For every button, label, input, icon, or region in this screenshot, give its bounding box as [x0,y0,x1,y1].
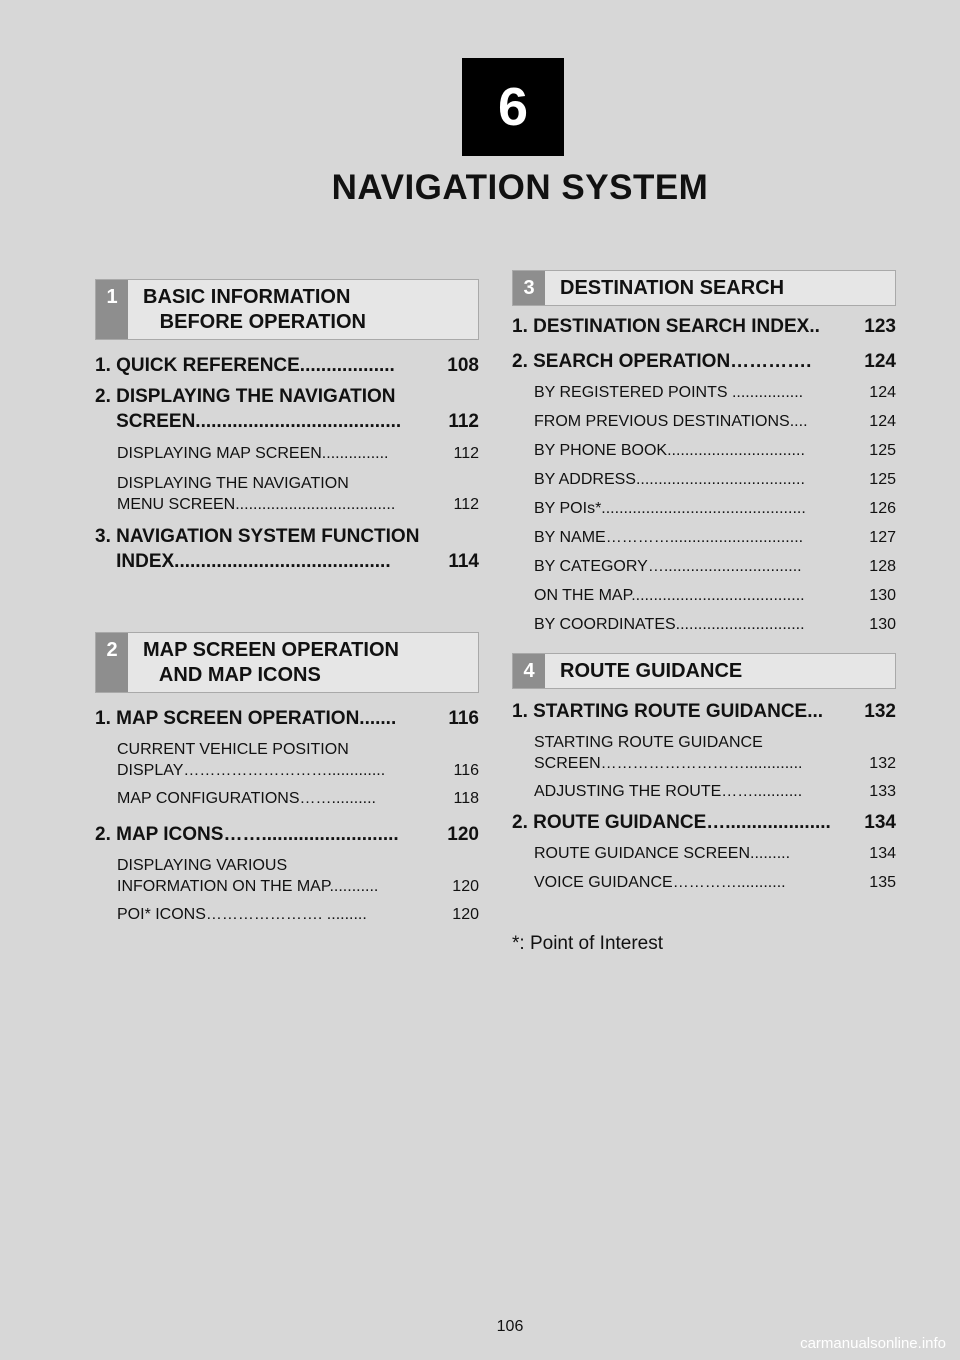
toc-entry-page: 114 [448,551,479,572]
toc-entry-label: ROUTE GUIDANCE SCREEN......... [534,845,791,862]
chapter-number-box [462,58,564,156]
toc-entry-page: 133 [869,783,896,800]
toc-entry-page: 108 [447,355,479,376]
toc-entry-page: 130 [869,587,896,604]
watermark: carmanualsonline.info [800,1335,946,1352]
page-number: 106 [496,1318,524,1335]
toc-entry-label: 2. DISPLAYING THE NAVIGATION SCREEN....................................... [95,386,402,432]
toc-section-basic-information [95,279,479,574]
toc-entry-page: 125 [869,442,896,459]
toc-entry-page: 120 [452,878,479,895]
toc-entry-page: 132 [869,755,896,772]
toc-entry-label: VOICE GUIDANCE…………........... [534,874,786,891]
toc-entry-page: 116 [448,708,479,729]
toc-entry-label: BY POIs*.............................................. [534,500,806,517]
toc-entry-page: 124 [864,351,896,372]
toc-entry-page: 134 [869,845,896,862]
toc-entry-page: 112 [448,411,479,432]
toc-entry-label: 2. ROUTE GUIDANCE….................... [512,812,831,833]
toc-left-column [95,279,479,925]
toc-entry-label: BY PHONE BOOK............................... [534,442,805,459]
toc-subentry[interactable] [512,498,896,519]
toc-subentry[interactable] [95,904,479,925]
toc-subentry[interactable] [512,382,896,403]
section-number: 1 [96,280,128,339]
toc-entry[interactable] [95,524,479,574]
section-title: DESTINATION SEARCH [560,277,785,299]
toc-entry-page: 116 [453,762,479,779]
toc-entry-label: 1. STARTING ROUTE GUIDANCE... [512,701,824,722]
toc-subentry[interactable] [512,527,896,548]
section-number: 4 [513,654,545,688]
toc-entry-label: 2. MAP ICONS…….......................... [95,824,399,845]
toc-entry-label: 3. NAVIGATION SYSTEM FUNCTION INDEX......................................... [95,526,420,572]
toc-entry-label: 1. DESTINATION SEARCH INDEX.. [512,316,820,337]
toc-entry-label: 2. SEARCH OPERATION…………. [512,351,812,372]
section-header [512,653,896,689]
section-number: 3 [513,271,545,305]
toc-entry-page: 123 [864,316,896,337]
toc-subentry[interactable] [512,585,896,606]
toc-section-destination-search [512,270,896,635]
toc-entry-label: ON THE MAP....................................... [534,587,805,604]
toc-subentry[interactable] [95,443,479,464]
toc-entry-label: ADJUSTING THE ROUTE……........... [534,783,803,800]
chapter-title: NAVIGATION SYSTEM [331,168,709,207]
toc-entry-label: POI* ICONS…………………. ......... [117,906,367,923]
toc-subentry[interactable] [512,411,896,432]
toc-entry-page: 124 [869,384,896,401]
toc-subentry[interactable] [512,469,896,490]
toc-entry-label: DISPLAYING VARIOUS INFORMATION ON THE MAP........... [117,857,379,895]
toc-entry-page: 126 [869,500,896,517]
toc-entry-page: 132 [864,701,896,722]
footnote: *: Point of Interest [512,933,664,954]
toc-entry[interactable] [95,353,479,378]
toc-entry[interactable] [512,699,896,724]
toc-entry[interactable] [512,349,896,374]
toc-entry-page: 120 [447,824,479,845]
toc-entry-page: 135 [869,874,896,891]
toc-entry-label: DISPLAYING MAP SCREEN............... [117,445,389,462]
toc-subentry[interactable] [95,739,479,781]
section-number: 2 [96,633,128,692]
toc-entry-page: 125 [869,471,896,488]
section-title: BASIC INFORMATION BEFORE OPERATION [143,286,366,333]
toc-subentry[interactable] [95,855,479,897]
toc-subentry[interactable] [512,614,896,635]
chapter-number: 6 [497,77,529,137]
toc-entry-page: 124 [869,413,896,430]
toc-entry-page: 130 [869,616,896,633]
toc-entry-page: 118 [453,790,479,807]
toc-entry-label: BY CATEGORY…............................... [534,558,802,575]
section-header [95,632,479,693]
toc-entry-label: BY ADDRESS...................................... [534,471,805,488]
toc-subentry[interactable] [95,473,479,515]
toc-section-map-screen-operation [95,632,479,925]
toc-subentry[interactable] [512,781,896,802]
toc-entry-label: BY REGISTERED POINTS ................ [534,384,804,401]
section-title: ROUTE GUIDANCE [560,660,743,682]
toc-entry-label: FROM PREVIOUS DESTINATIONS.... [534,413,808,430]
toc-entry-page: 128 [869,558,896,575]
toc-subentry[interactable] [512,440,896,461]
toc-entry-page: 127 [869,529,896,546]
toc-entry[interactable] [512,810,896,835]
toc-entry-page: 112 [453,496,479,513]
toc-entry-page: 134 [864,812,896,833]
toc-entry-label: STARTING ROUTE GUIDANCE SCREEN………………………............. [534,734,803,772]
toc-subentry[interactable] [512,843,896,864]
section-header [95,279,479,340]
toc-entry-label: 1. MAP SCREEN OPERATION....... [95,708,397,729]
toc-subentry[interactable] [512,732,896,774]
toc-entry-page: 112 [453,445,479,462]
toc-entry-label: MAP CONFIGURATIONS…….......... [117,790,376,807]
toc-entry-label: BY COORDINATES............................. [534,616,805,633]
toc-entry[interactable] [95,384,479,434]
toc-entry[interactable] [95,706,479,731]
toc-right-column [512,270,896,893]
toc-subentry[interactable] [95,788,479,809]
section-title: MAP SCREEN OPERATION AND MAP ICONS [143,639,399,686]
toc-entry[interactable] [512,314,896,339]
toc-subentry[interactable] [512,556,896,577]
toc-entry-label: 1. QUICK REFERENCE.................. [95,355,395,376]
toc-subentry[interactable] [512,872,896,893]
toc-entry-page: 120 [452,906,479,923]
toc-entry[interactable] [95,822,479,847]
toc-entry-label: DISPLAYING THE NAVIGATION MENU SCREEN.................................... [117,475,396,513]
toc-entry-label: BY NAME………….............................. [534,529,804,546]
section-header [512,270,896,306]
toc-section-route-guidance [512,653,896,893]
toc-entry-label: CURRENT VEHICLE POSITION DISPLAY………………………............. [117,741,386,779]
